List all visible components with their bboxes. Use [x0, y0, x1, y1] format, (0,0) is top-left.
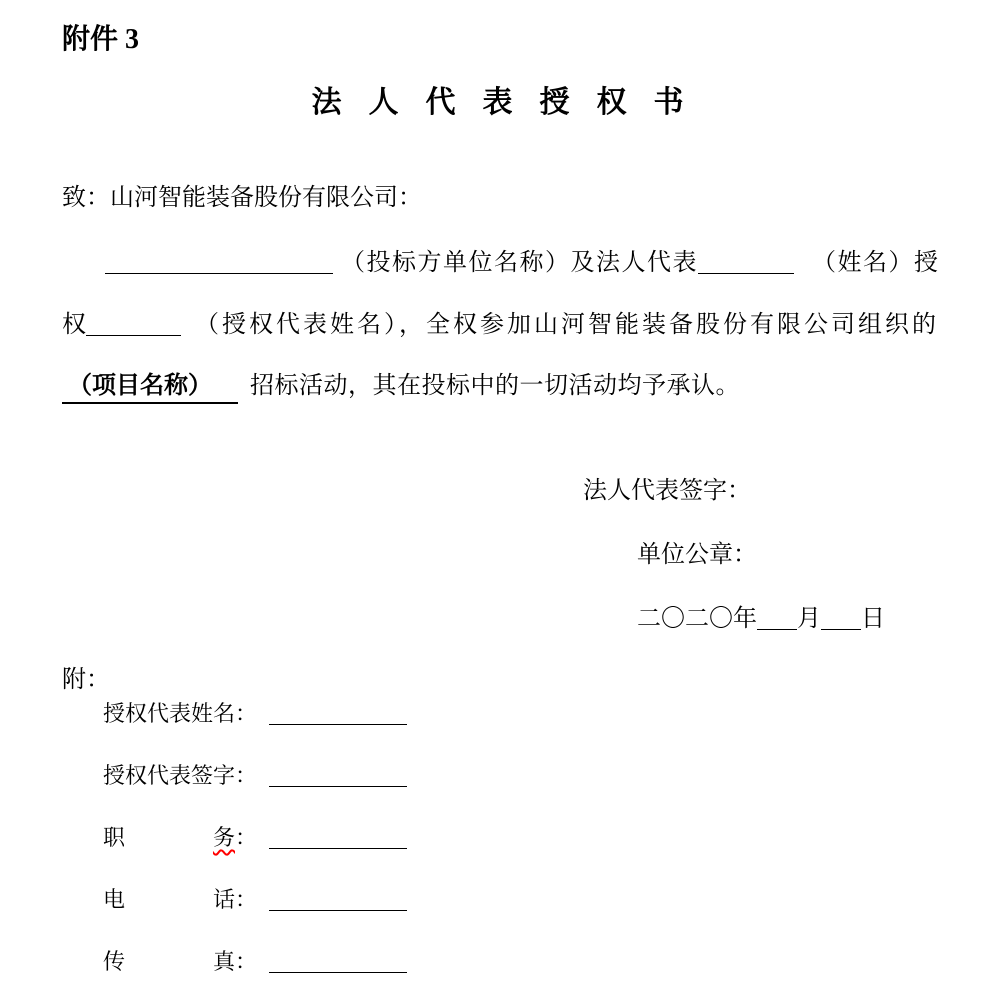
phone-char-1: 电	[103, 887, 126, 912]
appendix-row-phone	[103, 888, 407, 913]
position-char-1: 职	[103, 825, 126, 850]
appendix-label: 附：	[62, 667, 110, 693]
body-line-1	[62, 249, 940, 277]
legal-rep-name-blank	[698, 249, 794, 274]
row-label-rep-signature: 授权代表签字	[103, 763, 236, 788]
row-colon: ：	[235, 949, 258, 974]
date-year: 二〇二〇年	[637, 606, 757, 632]
day-blank	[821, 605, 861, 630]
position-underline-blank	[269, 826, 407, 849]
row-label-fax	[103, 950, 235, 975]
body-line-2	[62, 311, 939, 339]
phone-underline-blank	[269, 888, 407, 911]
month-blank	[757, 605, 797, 630]
date-day: 日	[861, 606, 885, 632]
row-colon: ：	[235, 887, 258, 912]
row-label-position	[103, 826, 235, 851]
body-line-2-lead-char: 权	[62, 312, 86, 338]
appendix-row-name	[103, 702, 407, 727]
addressee-line: 致：山河智能装备股份有限公司：	[62, 185, 422, 211]
date-line	[637, 605, 885, 633]
fax-char-1: 传	[103, 949, 126, 974]
bidder-company-blank	[105, 249, 333, 274]
row-colon: ：	[235, 701, 258, 726]
body-line-1-text: （投标方单位名称）及法人代表	[341, 250, 698, 276]
attachment-number: 附件 3	[62, 24, 140, 55]
fax-underline-blank	[269, 950, 407, 973]
row-colon: ：	[235, 763, 258, 788]
company-seal-label: 单位公章：	[637, 542, 757, 568]
row-label-phone	[103, 888, 235, 913]
row-label-rep-name: 授权代表姓名	[103, 701, 236, 726]
appendix-row-position	[103, 826, 407, 851]
position-char-2-misspelled: 务	[212, 825, 235, 850]
document-title: 法人代表授权书	[311, 86, 711, 119]
legal-rep-signature-label: 法人代表签字：	[583, 478, 751, 504]
body-line-3-text: 招标活动，其在投标中的一切活动均予承认。	[250, 373, 740, 399]
body-line-3	[62, 373, 740, 404]
body-line-2-text: （授权代表姓名），全权参加山河智能装备股份有限公司组织的	[195, 312, 939, 338]
rep-signature-underline-blank	[269, 764, 407, 787]
appendix-row-fax	[103, 950, 407, 975]
phone-char-2: 话	[212, 887, 235, 912]
rep-name-underline-blank	[269, 702, 407, 725]
appendix-row-signature	[103, 764, 407, 789]
body-line-1-text-2: （姓名）授	[812, 250, 940, 276]
date-month: 月	[797, 606, 821, 632]
project-name-blank: （项目名称）	[62, 373, 238, 404]
fax-char-2: 真	[212, 949, 235, 974]
row-colon: ：	[235, 825, 258, 850]
authorized-rep-name-blank	[86, 311, 181, 336]
